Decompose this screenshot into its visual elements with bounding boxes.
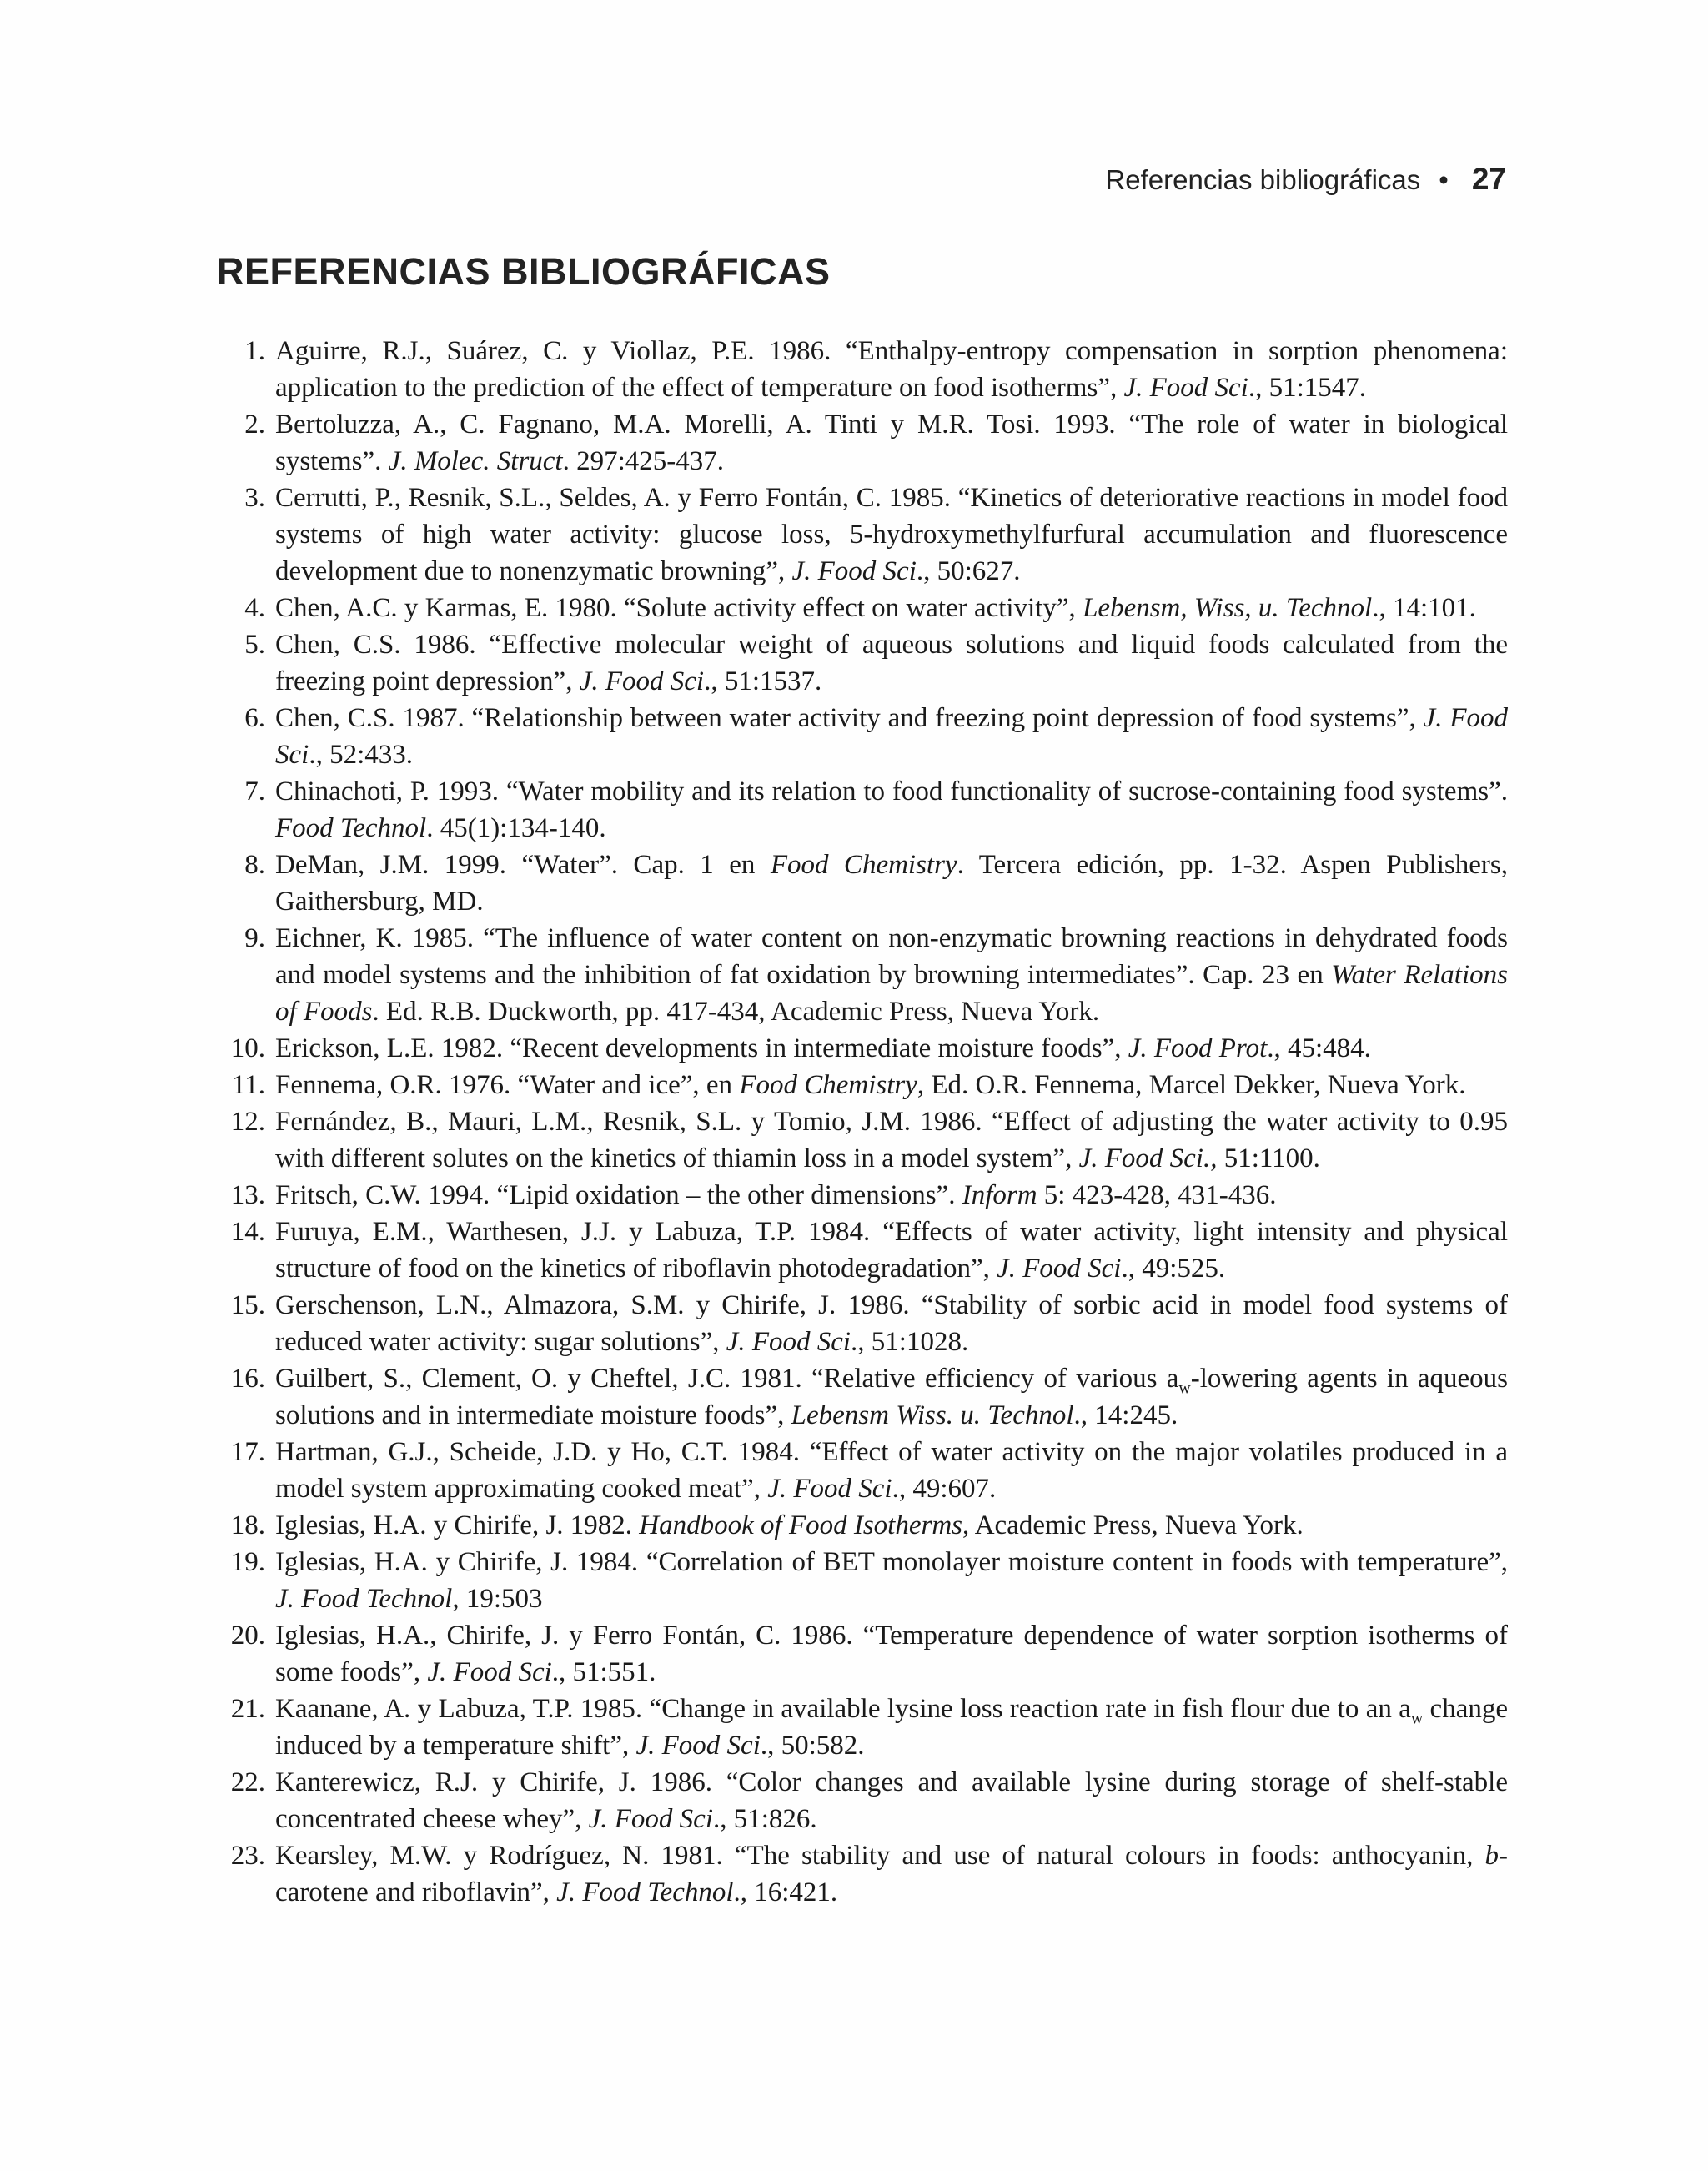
reference-item xyxy=(217,1837,1508,1911)
reference-text: -lowering agents in aqueous solutions and in intermediate moisture foods”, xyxy=(275,1364,1509,1430)
reference-item xyxy=(217,1177,1508,1214)
reference-text: ., 49:607. xyxy=(892,1474,997,1504)
reference-number: 17. xyxy=(230,1437,265,1467)
reference-item xyxy=(217,480,1508,590)
reference-text: Kaanane, A. y Labuza, T.P. 1985. “Change in available lysine loss reaction rate in fish flour due to an a xyxy=(275,1694,1411,1724)
reference-text: Hartman, G.J., Scheide, J.D. y Ho, C.T. 1984. “Effect of water activity on the major volatiles produced in a model system approximating cooked meat”, xyxy=(275,1437,1508,1504)
section-title: REFERENCIAS BIBLIOGRÁFICAS xyxy=(217,250,831,293)
reference-text: Iglesias, H.A., Chirife, J. y Ferro Fontán, C. 1986. “Temperature dependence of water sorption isotherms of some foods”, xyxy=(275,1621,1508,1687)
reference-number: 22. xyxy=(230,1767,265,1797)
reference-item xyxy=(217,1691,1508,1764)
reference-text: Cerrutti, P., Resnik, S.L., Seldes, A. y Ferro Fontán, C. 1985. “Kinetics of deteriorative reactions in model food systems of high water activity: glucose loss, 5-hydroxymethylfurfural accumulation and fluorescence development due to nonenzymatic browning”, xyxy=(275,483,1508,586)
running-head-title: Referencias bibliográficas xyxy=(1105,164,1421,195)
reference-text: DeMan, J.M. 1999. “Water”. Cap. 1 en xyxy=(275,850,771,880)
reference-number: 7. xyxy=(244,776,265,807)
reference-item xyxy=(217,1507,1508,1544)
reference-number: 14. xyxy=(230,1217,265,1247)
reference-item xyxy=(217,406,1508,480)
reference-number: 15. xyxy=(230,1290,265,1320)
reference-number: 16. xyxy=(230,1364,265,1394)
reference-text: ., 51:1028. xyxy=(851,1327,969,1357)
reference-number: 6. xyxy=(244,703,265,733)
reference-journal: J. Food Sci., xyxy=(1078,1143,1218,1173)
reference-text: Iglesias, H.A. y Chirife, J. 1982. xyxy=(275,1510,640,1540)
reference-number: 9. xyxy=(244,923,265,953)
reference-text: Chen, A.C. y Karmas, E. 1980. “Solute activity effect on water activity”, xyxy=(275,593,1083,623)
reference-text: Fritsch, C.W. 1994. “Lipid oxidation – the other dimensions”. xyxy=(275,1180,962,1210)
reference-text: change induced by a temperature shift”, xyxy=(275,1694,1508,1761)
subscript-w: w xyxy=(1410,1709,1424,1728)
reference-text: . Tercera edición, pp. 1-32. Aspen Publishers, Gaithersburg, MD. xyxy=(275,850,1508,917)
reference-journal: J. Food Sci xyxy=(726,1327,851,1357)
reference-item xyxy=(217,590,1508,626)
reference-text: ., 16:421. xyxy=(733,1877,838,1907)
running-head-bullet: • xyxy=(1439,164,1449,195)
reference-item xyxy=(217,1103,1508,1177)
reference-journal: J. Food Sci xyxy=(579,666,705,696)
reference-item xyxy=(217,700,1508,773)
reference-text: , 19:503 xyxy=(452,1584,543,1614)
reference-text: Kearsley, M.W. y Rodríguez, N. 1981. “The stability and use of natural colours in foods: anthocyanin, xyxy=(275,1841,1485,1871)
reference-item xyxy=(217,1764,1508,1837)
reference-text: Fennema, O.R. 1976. “Water and ice”, en xyxy=(275,1070,740,1100)
reference-text: , Academic Press, Nueva York. xyxy=(962,1510,1304,1540)
reference-text: 51:1100. xyxy=(1217,1143,1320,1173)
reference-number: 8. xyxy=(244,850,265,880)
reference-journal: J. Food Sci xyxy=(275,703,1508,770)
reference-item xyxy=(217,1030,1508,1067)
reference-text: ., 14:101. xyxy=(1372,593,1476,623)
reference-text: . 297:425-437. xyxy=(562,446,725,476)
reference-item xyxy=(217,1067,1508,1103)
reference-book-title: Food Chemistry xyxy=(770,850,957,880)
reference-item xyxy=(217,1544,1508,1617)
reference-text: Kanterewicz, R.J. y Chirife, J. 1986. “Color changes and available lysine during storage of shelf-stable concentrated cheese whey”, xyxy=(275,1767,1508,1834)
reference-item xyxy=(217,773,1508,847)
reference-text: Aguirre, R.J., Suárez, C. y Viollaz, P.E. 1986. “Enthalpy-entropy compensation in sorption phenomena: application to the prediction of the effect of temperature on food isotherms”, xyxy=(275,336,1508,403)
reference-number: 10. xyxy=(230,1033,265,1063)
reference-text: ., 50:627. xyxy=(916,556,1021,586)
reference-item xyxy=(217,847,1508,920)
reference-number: 21. xyxy=(230,1694,265,1724)
reference-item xyxy=(217,333,1508,406)
reference-journal: J. Food Sci xyxy=(1123,373,1248,403)
reference-journal: J. Molec. Struct xyxy=(388,446,563,476)
reference-journal: J. Food Sci xyxy=(635,1731,761,1761)
reference-text: ., 51:551. xyxy=(551,1657,656,1687)
reference-item xyxy=(217,1434,1508,1507)
reference-text: Iglesias, H.A. y Chirife, J. 1984. “Correlation of BET monolayer moisture content in foods with temperature”, xyxy=(275,1547,1508,1577)
reference-text: ., 52:433. xyxy=(309,740,413,770)
reference-text: 5: 423-428, 431-436. xyxy=(1037,1180,1277,1210)
reference-journal: J. Food Prot xyxy=(1128,1033,1268,1063)
reference-text: Chen, C.S. 1987. “Relationship between water activity and freezing point depression of food systems”, xyxy=(275,703,1424,733)
reference-text: Eichner, K. 1985. “The influence of water content on non-enzymatic browning reactions in dehydrated foods and model systems and the inhibition of fat oxidation by browning intermediates”. Cap. 23 en xyxy=(275,923,1508,990)
reference-book-title: Food Chemistry xyxy=(739,1070,917,1100)
reference-text: Fernández, B., Mauri, L.M., Resnik, S.L. y Tomio, J.M. 1986. “Effect of adjusting the water activity to 0.95 with different solutes on the kinetics of thiamin loss in a model system”, xyxy=(275,1107,1508,1173)
reference-number: 20. xyxy=(230,1621,265,1651)
reference-text: -carotene and riboflavin”, xyxy=(275,1841,1508,1907)
reference-number: 23. xyxy=(230,1841,265,1871)
reference-journal: J. Food Sci xyxy=(767,1474,892,1504)
reference-number: 13. xyxy=(230,1180,265,1210)
reference-journal: Food Technol xyxy=(275,813,427,843)
reference-list xyxy=(217,333,1508,1911)
reference-journal: J. Food Sci xyxy=(791,556,917,586)
reference-journal: J. Food Sci xyxy=(588,1804,713,1834)
reference-number: 5. xyxy=(244,630,265,660)
reference-number: 2. xyxy=(244,410,265,440)
reference-journal: Inform xyxy=(962,1180,1037,1210)
page-number: 27 xyxy=(1471,162,1506,196)
reference-number: 12. xyxy=(230,1107,265,1137)
reference-text: Gerschenson, L.N., Almazora, S.M. y Chirife, J. 1986. “Stability of sorbic acid in model food systems of reduced water activity: sugar solutions”, xyxy=(275,1290,1508,1357)
reference-text: Bertoluzza, A., C. Fagnano, M.A. Morelli, A. Tinti y M.R. Tosi. 1993. “The role of water in biological systems”. xyxy=(275,410,1508,476)
reference-number: 1. xyxy=(244,336,265,366)
reference-item xyxy=(217,1287,1508,1360)
reference-text: Erickson, L.E. 1982. “Recent developments in intermediate moisture foods”, xyxy=(275,1033,1128,1063)
subscript-w: w xyxy=(1178,1379,1191,1398)
reference-text: ., 51:1547. xyxy=(1248,373,1367,403)
reference-item xyxy=(217,626,1508,700)
reference-number: 18. xyxy=(230,1510,265,1540)
reference-item xyxy=(217,1360,1508,1434)
reference-journal: J. Food Sci xyxy=(997,1254,1122,1284)
reference-text: Guilbert, S., Clement, O. y Cheftel, J.C. 1981. “Relative efficiency of various a xyxy=(275,1364,1179,1394)
reference-item xyxy=(217,920,1508,1030)
reference-book-title: Handbook of Food Isotherms xyxy=(639,1510,963,1540)
reference-journal: Lebensm Wiss. u. Technol xyxy=(791,1400,1074,1430)
reference-text: , Ed. O.R. Fennema, Marcel Dekker, Nueva York. xyxy=(917,1070,1466,1100)
reference-text: ., 51:826. xyxy=(713,1804,817,1834)
reference-text: ., 45:484. xyxy=(1267,1033,1371,1063)
reference-journal: J. Food Technol xyxy=(275,1584,453,1614)
reference-text: Chen, C.S. 1986. “Effective molecular weight of aqueous solutions and liquid foods calculated from the freezing point depression”, xyxy=(275,630,1508,696)
reference-italic-letter: b xyxy=(1484,1841,1499,1871)
reference-text: . 45(1):134-140. xyxy=(426,813,606,843)
reference-item xyxy=(217,1214,1508,1287)
reference-text: ., 49:525. xyxy=(1121,1254,1226,1284)
reference-text: ., 51:1537. xyxy=(704,666,822,696)
reference-number: 4. xyxy=(244,593,265,623)
reference-text: Chinachoti, P. 1993. “Water mobility and its relation to food functionality of sucrose-containing food systems”. xyxy=(275,776,1508,807)
reference-text: ., 50:582. xyxy=(760,1731,865,1761)
running-head xyxy=(1105,162,1506,197)
reference-number: 11. xyxy=(231,1070,265,1100)
reference-text: Furuya, E.M., Warthesen, J.J. y Labuza, T.P. 1984. “Effects of water activity, light intensity and physical structure of food on the kinetics of riboflavin photodegradation”, xyxy=(275,1217,1508,1284)
reference-journal: Lebensm, Wiss, u. Technol xyxy=(1083,593,1373,623)
reference-number: 3. xyxy=(244,483,265,513)
reference-journal: J. Food Sci xyxy=(427,1657,552,1687)
reference-book-title: Water Relations of Foods xyxy=(275,960,1508,1027)
reference-text: ., 14:245. xyxy=(1073,1400,1178,1430)
reference-item xyxy=(217,1617,1508,1691)
reference-number: 19. xyxy=(230,1547,265,1577)
reference-text: . Ed. R.B. Duckworth, pp. 417-434, Academic Press, Nueva York. xyxy=(372,997,1100,1027)
reference-journal: J. Food Technol xyxy=(556,1877,734,1907)
